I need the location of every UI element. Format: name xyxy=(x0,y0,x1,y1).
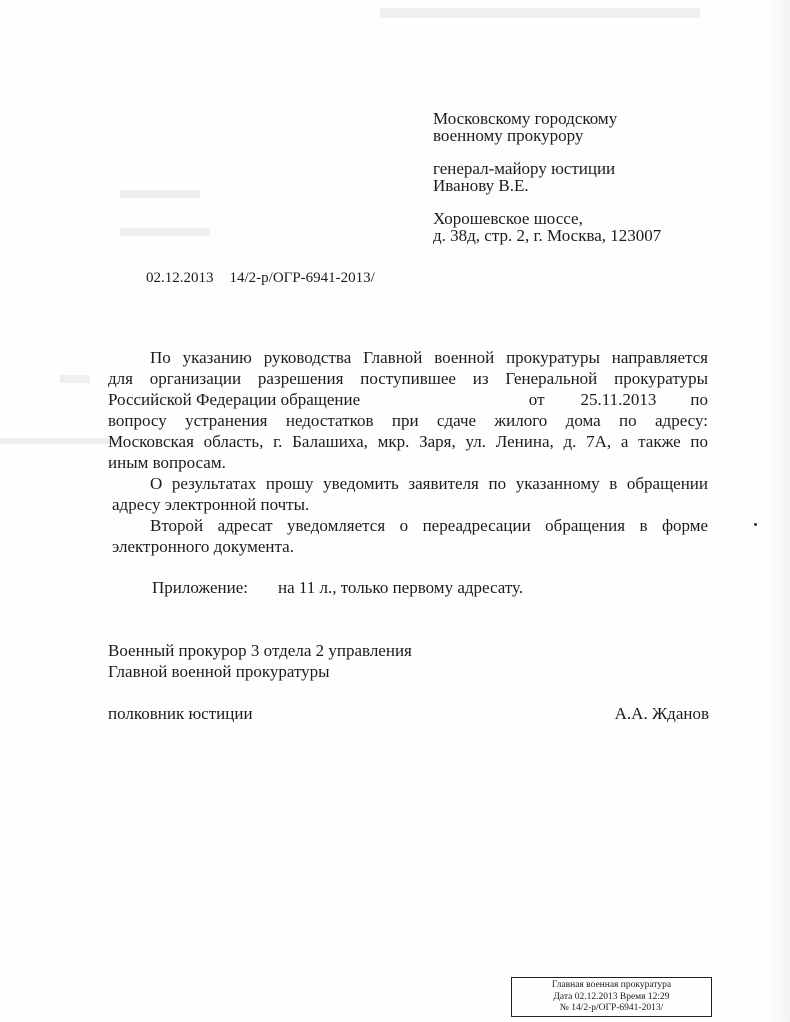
appeal-by: по xyxy=(690,390,708,409)
paragraph-second-addressee xyxy=(108,515,708,557)
show-through-mark xyxy=(60,375,90,383)
stamp-number: № 14/2-р/ОГР-6941-2013/ xyxy=(559,1003,664,1013)
appeal-date: 25.11.2013 xyxy=(580,390,657,409)
appeal-from: от xyxy=(528,390,545,409)
paragraph-line: По указанию руководства Главной военной прокуратуры направляется xyxy=(150,348,708,367)
signer-title xyxy=(108,640,412,682)
registration-line xyxy=(146,270,375,287)
appeal-date-group xyxy=(529,389,708,410)
addressee-line: военному прокурору xyxy=(433,126,584,145)
signer-name: А.А. Жданов xyxy=(614,704,709,723)
paragraph-line-split xyxy=(108,389,708,410)
paragraph-line: вопросу устранения недостатков при сдаче жилого дома по адресу: xyxy=(108,411,708,430)
addressee-name: Иванову В.Е. xyxy=(433,176,529,195)
show-through-mark xyxy=(120,190,200,198)
addressee-rank: генерал-майору юстиции xyxy=(433,159,616,178)
attachment-text: на 11 л., только первому адресату. xyxy=(277,578,524,597)
stray-mark xyxy=(754,523,757,526)
signer-rank: полковник юстиции xyxy=(108,704,253,723)
show-through-mark xyxy=(0,438,120,444)
attachment-line xyxy=(152,578,523,598)
addressee-line: Московскому городскому xyxy=(433,109,618,128)
paragraph-line: Российской Федерации обращение xyxy=(108,390,361,409)
signer-organization: Главной военной прокуратуры xyxy=(108,662,330,681)
paragraph-line: для организации разрешения поступившее из Генеральной прокуратуры xyxy=(108,369,708,388)
show-through-mark xyxy=(120,228,210,236)
paragraph-line: О результатах прошу уведомить заявителя по указанному в обращении xyxy=(150,474,708,493)
paragraph-line: иным вопросам. xyxy=(108,453,226,472)
registration-stamp xyxy=(511,977,712,1017)
show-through-mark xyxy=(380,8,700,18)
paragraph-line: электронного документа. xyxy=(112,537,294,556)
paragraph-notify xyxy=(108,473,708,515)
registration-date: 02.12.2013 xyxy=(146,270,214,286)
scan-edge-shadow xyxy=(762,0,790,1022)
paragraph-line: Второй адресат уведомляется о переадресации обращения в форме xyxy=(150,516,708,535)
attachment-label: Приложение: xyxy=(152,578,248,597)
addressee-address: д. 38д, стр. 2, г. Москва, 123007 xyxy=(433,226,662,245)
stamp-datetime: Дата 02.12.2013 Время 12:29 xyxy=(553,991,670,1002)
stamp-organization: Главная военная прокуратура xyxy=(551,980,672,990)
addressee-address: Хорошевское шоссе, xyxy=(433,209,583,228)
signer-position: Военный прокурор 3 отдела 2 управления xyxy=(108,641,412,660)
registration-number: 14/2-р/ОГР-6941-2013/ xyxy=(229,270,375,286)
paragraph-main xyxy=(108,347,708,473)
paragraph-line: Московская область, г. Балашиха, мкр. Заря, ул. Ленина, д. 7А, а также по xyxy=(108,432,708,451)
addressee-block xyxy=(433,110,661,244)
paragraph-line: адресу электронной почты. xyxy=(112,495,310,514)
